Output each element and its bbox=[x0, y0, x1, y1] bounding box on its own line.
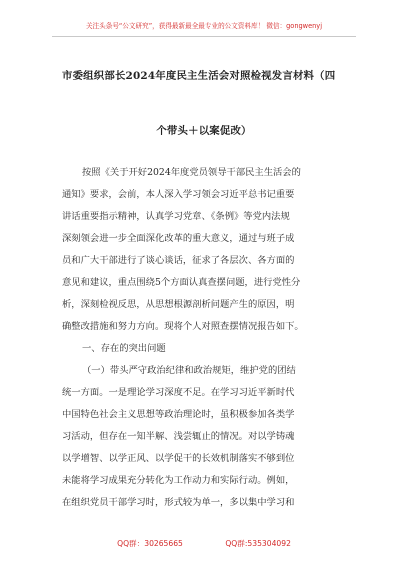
body-line-15: 未能将学习成果充分转化为工作动力和实际行动。例如， bbox=[62, 475, 295, 486]
body-line-3: 讲话重要指示精神，认真学习党章、《条例》等党内法规 bbox=[62, 211, 290, 222]
body-line-6: 意见和建议，重点围绕5个方面认真查摆问题，进行党性分 bbox=[62, 277, 301, 288]
header-divider bbox=[52, 36, 356, 37]
body-line-11: 统一方面。一是理论学习深度不足。在学习习近平新时代 bbox=[62, 387, 295, 398]
body-line-8: 确整改措施和努力方向。现将个人对照查摆情况报告如下。 bbox=[62, 321, 304, 332]
footer-qq-group-2: QQ群:535304092 bbox=[225, 539, 291, 548]
body-line-2: 通知》要求，会前，本人深入学习领会习近平总书记重要 bbox=[62, 189, 295, 200]
body-line-7: 析，深刻检视反思，从思想根源剖析问题产生的原因，明 bbox=[62, 299, 295, 310]
body-line-4: 深刻领会进一步全面深化改革的重大意义，通过与班子成 bbox=[62, 233, 295, 244]
body-line-14: 以学增智、以学正风、以学促干的长效机制落实不够到位 bbox=[62, 453, 295, 464]
body-line-5: 员和广大干部进行了谈心谈话，征求了各层次、各方面的 bbox=[62, 255, 295, 266]
body-line-13: 习活动，但存在一知半解、浅尝辄止的情况。对以学铸魂 bbox=[62, 431, 295, 442]
body-line-10: （一）带头严守政治纪律和政治规矩，维护党的团结 bbox=[82, 365, 296, 376]
body-line-12: 中国特色社会主义思想等政治理论时，虽积极参加各类学 bbox=[62, 409, 295, 420]
document-title-line-2: 个带头＋以案促改） bbox=[156, 125, 252, 137]
body-line-1: 按照《关于开好2024年度党员领导干部民主生活会的 bbox=[82, 167, 301, 178]
document-title-line-1: 市委组织部长2024年度民主生活会对照检视发言材料（四 bbox=[62, 70, 336, 82]
footer-qq-groups bbox=[0, 538, 408, 549]
section-heading: 一、存在的突出问题 bbox=[82, 343, 166, 354]
header-banner: 关注头条号“公文研究”，获得最新最全最专业的公文资料库！ 微信：gongwenyj bbox=[85, 22, 323, 30]
footer-qq-group-1: QQ群：30265665 bbox=[117, 539, 183, 548]
body-line-16: 在组织党员干部学习时，形式较为单一，多以集中学习和 bbox=[62, 497, 295, 508]
